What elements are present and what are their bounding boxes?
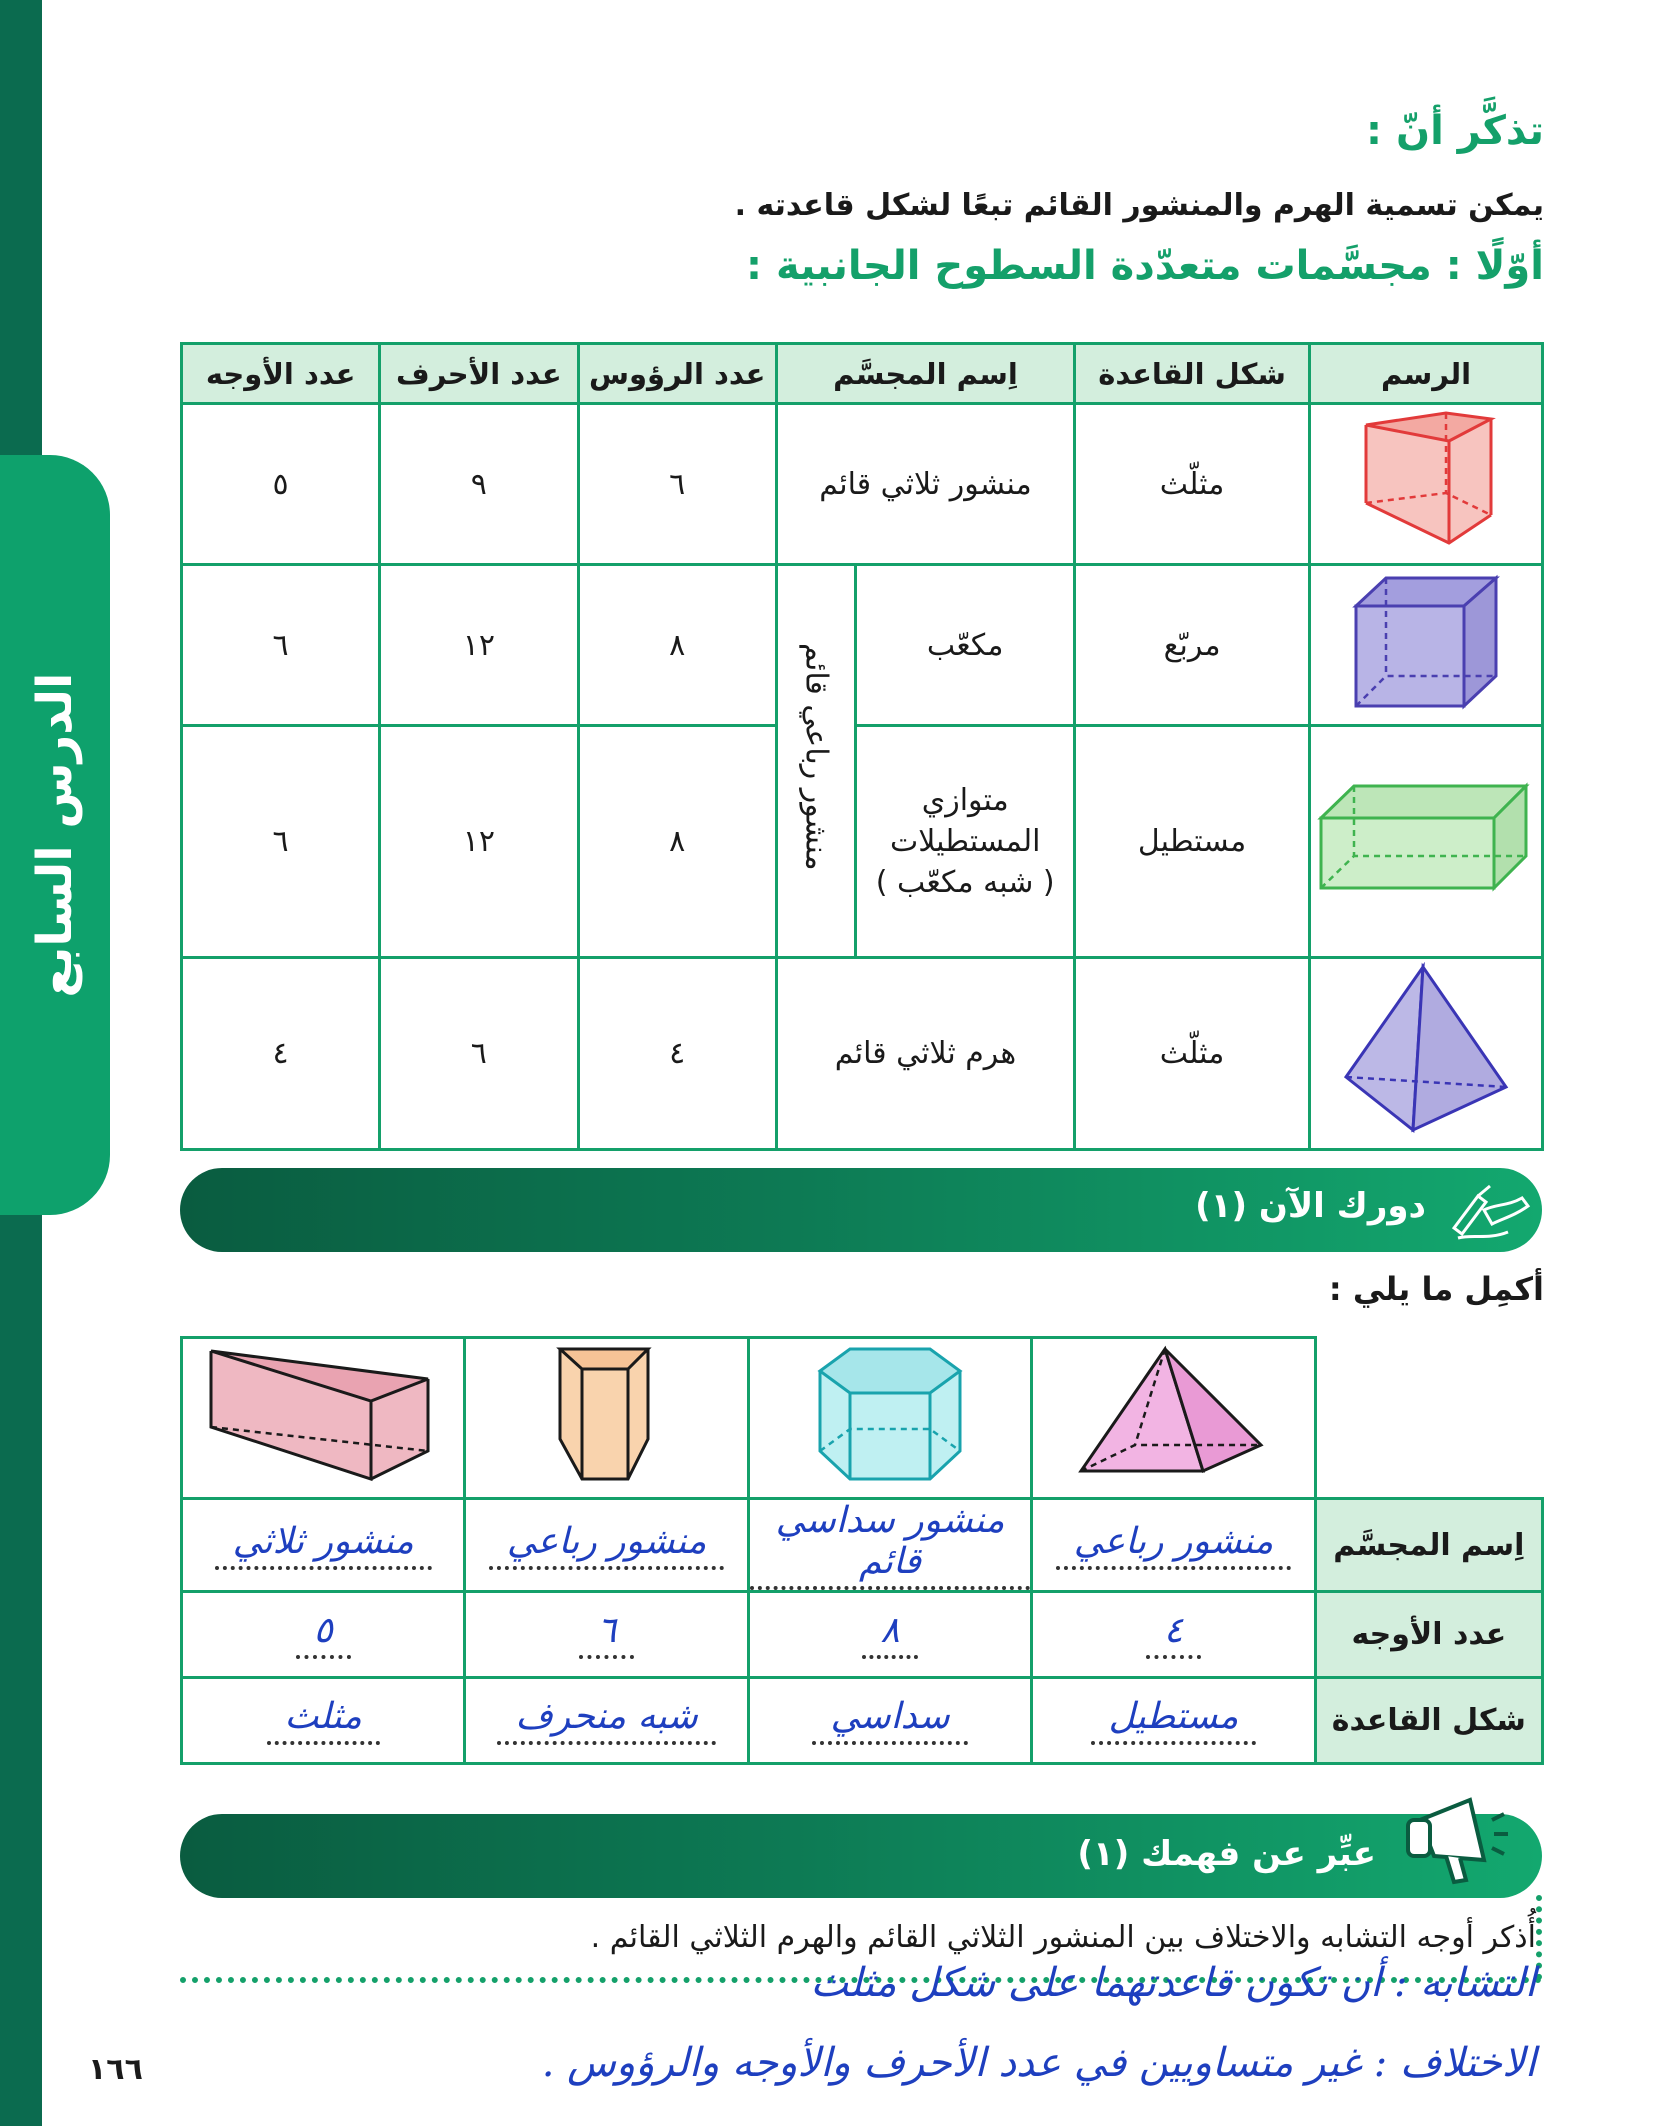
empty-corner-cell bbox=[1315, 1338, 1542, 1499]
solid-name-cell: هرم ثلاثي قائم bbox=[776, 958, 1074, 1150]
drawing-cell bbox=[1310, 726, 1543, 958]
drawing-cell bbox=[1310, 958, 1543, 1150]
table-row bbox=[182, 1678, 1543, 1764]
your-turn-title: دورك الآن (١) bbox=[1195, 1186, 1426, 1226]
answer-cell bbox=[182, 1592, 465, 1678]
base-shape-cell: مربّع bbox=[1075, 565, 1310, 726]
question-text: أُذكر أوجه التشابه والاختلاف بين المنشور الثلاثي القائم والهرم الثلاثي القائم . bbox=[590, 1920, 1536, 1955]
answer-cell bbox=[1032, 1678, 1315, 1764]
handwritten-answer: منشور ثلاثي bbox=[215, 1521, 432, 1570]
answer-cell bbox=[748, 1499, 1031, 1592]
base-shape-cell: مستطيل bbox=[1075, 726, 1310, 958]
triangular-pyramid-icon bbox=[1341, 962, 1511, 1137]
section-title: أوّلًا : مجسَّمات متعدّدة السطوح الجانبية : bbox=[746, 243, 1544, 289]
trapezoid-prism-icon bbox=[552, 1339, 662, 1489]
faces-cell: ٦ bbox=[182, 565, 380, 726]
handwritten-answer: ٦ bbox=[579, 1610, 634, 1659]
solid-name-cell: مكعّب bbox=[856, 565, 1075, 726]
hexagonal-prism-icon bbox=[810, 1339, 970, 1489]
solids-table bbox=[180, 342, 1544, 1151]
table-row bbox=[182, 1499, 1543, 1592]
answer-cell bbox=[182, 1678, 465, 1764]
vertices-cell: ٤ bbox=[578, 958, 776, 1150]
group-label-cell bbox=[776, 565, 855, 958]
drawing-cell bbox=[1310, 565, 1543, 726]
cube-icon bbox=[1346, 566, 1506, 716]
handwritten-answer: منشور رباعي bbox=[1056, 1521, 1292, 1570]
drawing-cell bbox=[1032, 1338, 1315, 1499]
handwritten-answer: ٨ bbox=[862, 1610, 917, 1659]
handwritten-answer: مستطيل bbox=[1091, 1696, 1257, 1745]
base-shape-cell: مثلّث bbox=[1075, 958, 1310, 1150]
drawing-cell bbox=[465, 1338, 748, 1499]
edges-cell: ٦ bbox=[380, 958, 578, 1150]
answer-cell bbox=[465, 1678, 748, 1764]
solid-name-line: المستطيلات bbox=[889, 824, 1041, 859]
header-solid-name: اِسم المجسَّم bbox=[776, 344, 1074, 404]
table-row bbox=[182, 726, 1543, 958]
vertices-cell: ٨ bbox=[578, 726, 776, 958]
header-faces: عدد الأوجه bbox=[182, 344, 380, 404]
instruction-text: أكمِل ما يلي : bbox=[1328, 1270, 1544, 1308]
solid-name-cell bbox=[856, 726, 1075, 958]
square-pyramid-icon bbox=[1073, 1339, 1273, 1489]
handwritten-answer: ٤ bbox=[1146, 1610, 1201, 1659]
handwritten-answer: شبه منحرف bbox=[497, 1696, 715, 1745]
page-number: ١٦٦ bbox=[88, 2052, 143, 2087]
edges-cell: ١٢ bbox=[380, 726, 578, 958]
handwritten-answer: ٥ bbox=[296, 1610, 351, 1659]
drawing-cell bbox=[1310, 404, 1543, 565]
edges-cell: ٩ bbox=[380, 404, 578, 565]
faces-cell: ٥ bbox=[182, 404, 380, 565]
table-row bbox=[182, 1592, 1543, 1678]
row-header-faces: عدد الأوجه bbox=[1315, 1592, 1542, 1678]
header-edges: عدد الأحرف bbox=[380, 344, 578, 404]
cuboid-icon bbox=[1316, 778, 1536, 898]
dotted-frame-right bbox=[1536, 1895, 1542, 1980]
faces-cell: ٦ bbox=[182, 726, 380, 958]
express-understanding-title: عبِّر عن فهمك (١) bbox=[1077, 1834, 1376, 1874]
vertices-cell: ٨ bbox=[578, 565, 776, 726]
faces-cell: ٤ bbox=[182, 958, 380, 1150]
answer-cell bbox=[1032, 1592, 1315, 1678]
row-header-name: اِسم المجسَّم bbox=[1315, 1499, 1542, 1592]
shapes-row bbox=[182, 1338, 1543, 1499]
answer-cell bbox=[465, 1499, 748, 1592]
handwritten-similarity: التشابه : أن تكون قاعدتهما على شكل مثلث bbox=[810, 1960, 1536, 2006]
header-drawing: الرسم bbox=[1310, 344, 1543, 404]
remember-text: يمكن تسمية الهرم والمنشور القائم تبعًا لشكل قاعدته . bbox=[734, 188, 1544, 223]
table-row bbox=[182, 958, 1543, 1150]
lesson-side-tab-label: الدرس السابع bbox=[27, 672, 83, 998]
solid-name-line: متوازي bbox=[921, 783, 1009, 818]
megaphone-icon bbox=[1400, 1790, 1510, 1890]
drawing-cell bbox=[748, 1338, 1031, 1499]
group-label: منشور رباعي قائم bbox=[798, 643, 834, 871]
triangular-prism-icon bbox=[1351, 405, 1501, 555]
header-base-shape: شكل القاعدة bbox=[1075, 344, 1310, 404]
answer-cell bbox=[465, 1592, 748, 1678]
table-row bbox=[182, 404, 1543, 565]
handwritten-difference: الاختلاف : غير متساويين في عدد الأحرف والأوجه والرؤوس . bbox=[541, 2040, 1536, 2086]
triangular-prism-icon bbox=[203, 1339, 443, 1489]
hand-writing-icon bbox=[1448, 1176, 1532, 1244]
exercise-table bbox=[180, 1336, 1544, 1765]
answer-cell bbox=[1032, 1499, 1315, 1592]
vertices-cell: ٦ bbox=[578, 404, 776, 565]
handwritten-answer: منشور سداسي قائم bbox=[750, 1500, 1030, 1590]
drawing-cell bbox=[182, 1338, 465, 1499]
header-vertices: عدد الرؤوس bbox=[578, 344, 776, 404]
edges-cell: ١٢ bbox=[380, 565, 578, 726]
answer-cell bbox=[748, 1678, 1031, 1764]
handwritten-answer: منشور رباعي bbox=[489, 1521, 725, 1570]
row-header-base: شكل القاعدة bbox=[1315, 1678, 1542, 1764]
answer-cell bbox=[182, 1499, 465, 1592]
table-row bbox=[182, 565, 1543, 726]
remember-title: تذكَّر أنّ : bbox=[1366, 108, 1544, 154]
handwritten-answer: مثلث bbox=[267, 1696, 380, 1745]
solid-name-line: ( شبه مكعّب ) bbox=[875, 865, 1055, 900]
solid-name-cell: منشور ثلاثي قائم bbox=[776, 404, 1074, 565]
base-shape-cell: مثلّث bbox=[1075, 404, 1310, 565]
handwritten-answer: سداسي bbox=[812, 1696, 967, 1745]
answer-cell bbox=[748, 1592, 1031, 1678]
